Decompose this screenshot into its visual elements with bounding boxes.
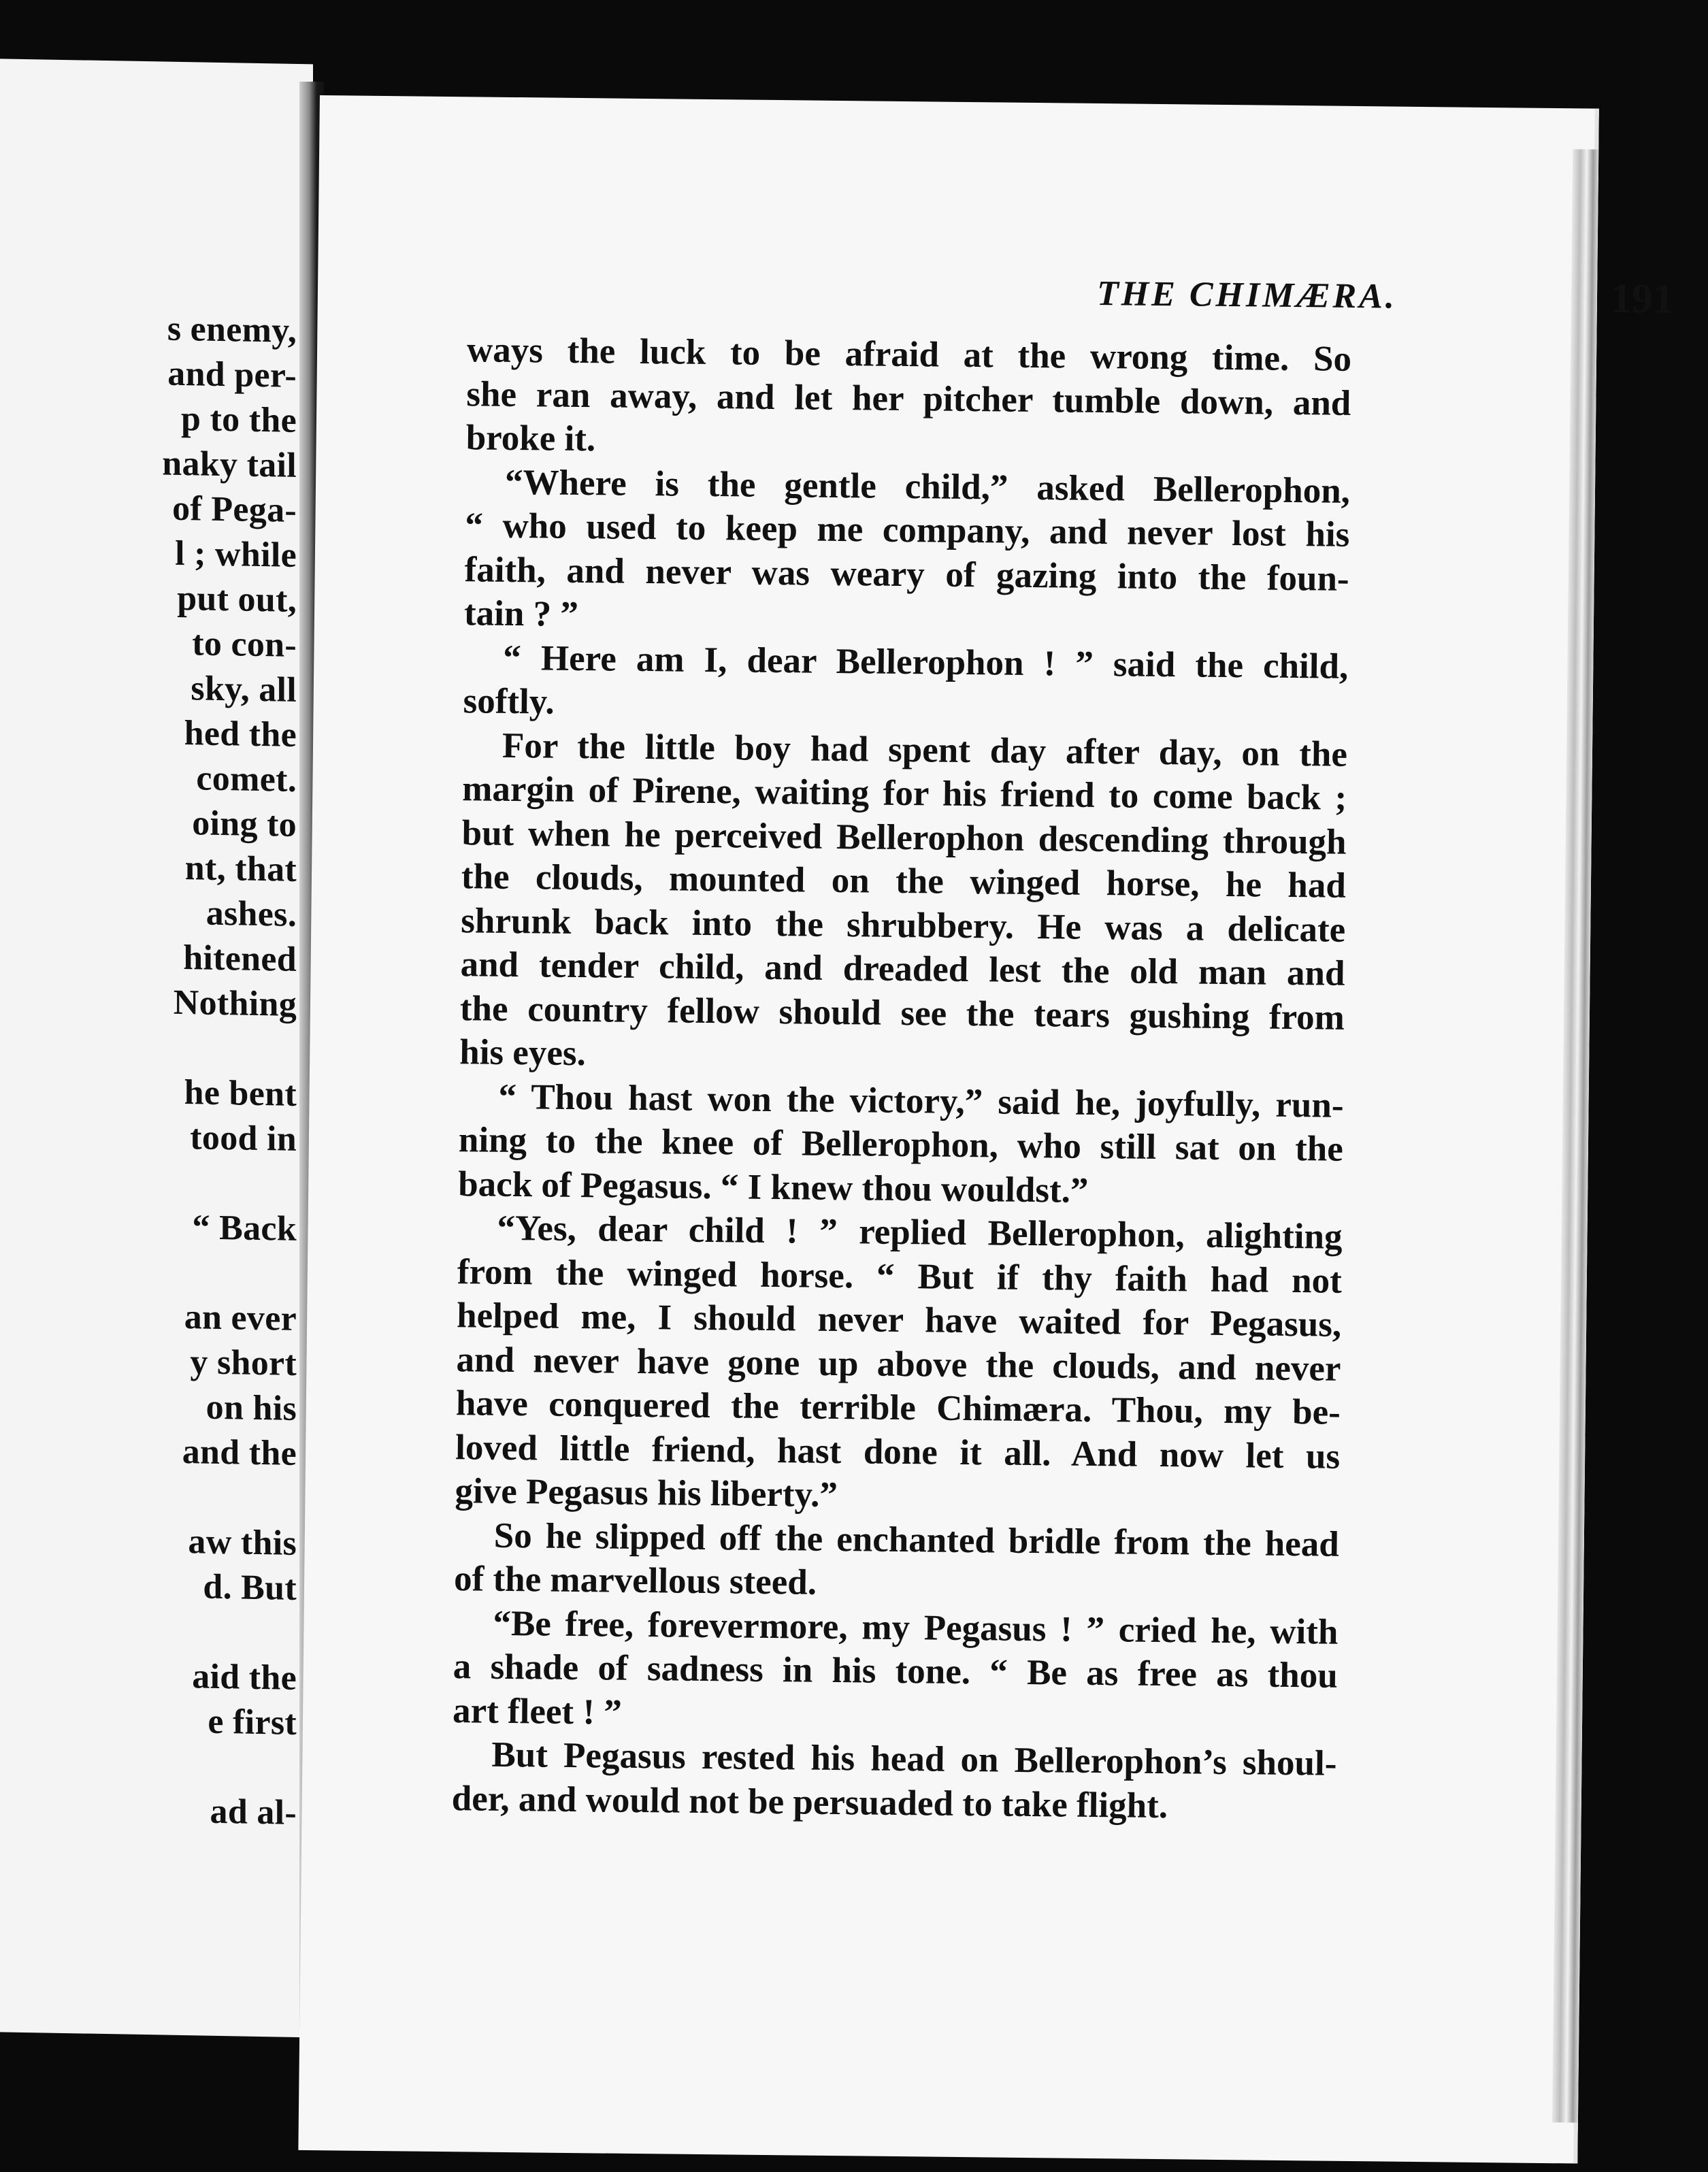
text-line: shrunk back into the shrubbery. He was a delicate xyxy=(461,900,1346,950)
text-line: “Be free, forevermore, my Pegasus ! ” cried he, with xyxy=(493,1603,1339,1652)
text-line: helped me, I should never have waited for Pegasus, xyxy=(456,1296,1342,1345)
paragraph xyxy=(454,1513,1339,1611)
text-line: “ who used to keep me company, and never lost his xyxy=(465,506,1350,555)
line-gap xyxy=(24,1607,297,1656)
left-page-line: aid the xyxy=(192,1657,297,1698)
page-header xyxy=(467,267,1707,334)
paragraph xyxy=(459,723,1347,1084)
page-edge xyxy=(1552,149,1598,2122)
text-line: of the marvellous steed. xyxy=(453,1559,817,1602)
text-line: faith, and never was weary of gazing into the foun- xyxy=(464,549,1349,599)
paragraph xyxy=(464,460,1351,645)
left-page-line: hitened xyxy=(183,938,297,979)
paragraph xyxy=(458,1074,1344,1215)
line-gap xyxy=(24,1741,297,1791)
left-page-line: to con- xyxy=(192,624,297,665)
left-page-line: sky, all xyxy=(191,669,297,710)
text-line: softly. xyxy=(463,681,555,722)
line-gap xyxy=(24,1157,297,1207)
left-page-line: aw this xyxy=(188,1522,297,1563)
text-line: But Pegasus rested his head on Bellerophon’s shoul- xyxy=(491,1734,1337,1783)
text-line: broke it. xyxy=(465,418,596,459)
left-page-line: hed the xyxy=(184,714,297,755)
text-line: from the winged horse. “ But if thy faith had not xyxy=(457,1251,1343,1301)
text-line: margin of Pirene, waiting for his friend to come back ; xyxy=(462,769,1347,818)
left-page-line: Nothing xyxy=(173,983,297,1024)
text-line: and never have gone up above the clouds, and never xyxy=(456,1339,1341,1389)
page-number: 191 xyxy=(1610,275,1675,323)
paragraph xyxy=(463,636,1348,733)
left-page-text xyxy=(24,304,297,1836)
left-page-line: he bent xyxy=(184,1073,297,1114)
text-line: For the little boy had spent day after day, on the xyxy=(502,725,1348,774)
left-facing-page xyxy=(0,59,313,2038)
left-page-line: comet. xyxy=(196,759,297,800)
left-page-line: s enemy, xyxy=(167,309,297,350)
left-page-line: y short xyxy=(190,1343,297,1383)
paragraph xyxy=(465,328,1351,469)
text-line: tain ? ” xyxy=(463,593,579,635)
text-line: “ Here am I, dear Bellerophon ! ” said the child, xyxy=(503,638,1349,687)
text-line: So he slipped off the enchanted bridle from the head xyxy=(493,1515,1340,1564)
text-line: der, and would not be persuaded to take flight. xyxy=(451,1778,1168,1826)
text-line: and tender child, and dreaded lest the old man and xyxy=(460,944,1345,993)
left-page-line: naky tail xyxy=(162,444,297,485)
left-page-line: and the xyxy=(182,1432,297,1473)
text-line: the clouds, mounted on the winged horse, he had xyxy=(461,857,1347,906)
left-page-line: an ever xyxy=(184,1298,297,1338)
left-page-line: of Pega- xyxy=(172,489,297,530)
line-gap xyxy=(24,1247,297,1297)
body-text xyxy=(451,328,1351,1829)
text-line: give Pegasus his liberty.” xyxy=(455,1471,838,1515)
text-line: his eyes. xyxy=(459,1032,587,1074)
text-line: she ran away, and let her pitcher tumble down, and xyxy=(466,374,1351,423)
text-line: “Yes, dear child ! ” replied Bellerophon, alighting xyxy=(497,1208,1343,1257)
text-line: a shade of sadness in his tone. “ Be as free as thou xyxy=(453,1647,1339,1696)
paragraph xyxy=(453,1601,1339,1742)
text-line: ning to the knee of Bellerophon, who still sat on the xyxy=(458,1120,1344,1169)
text-line: loved little friend, hast done it all. And now let us xyxy=(455,1427,1341,1477)
text-line: but when he perceived Bellerophon descending through xyxy=(461,812,1347,862)
text-line: have conquered the terrible Chimæra. Thou, my be- xyxy=(455,1383,1341,1432)
left-page-line: ashes. xyxy=(206,893,297,934)
right-page xyxy=(298,95,1675,2164)
text-line: art fleet ! ” xyxy=(452,1690,623,1732)
paragraph xyxy=(451,1732,1336,1830)
left-page-line: ad al- xyxy=(210,1792,297,1832)
text-line: “Where is the gentle child,” asked Bellerophon, xyxy=(504,462,1351,511)
left-page-line: and per- xyxy=(167,354,297,395)
text-line: the country fellow should see the tears gushing from xyxy=(459,988,1345,1038)
text-line: “ Thou hast won the victory,” said he, joyfully, run- xyxy=(498,1076,1344,1125)
left-page-line: e first xyxy=(208,1702,297,1743)
left-page-line: nt, that xyxy=(184,849,297,889)
left-page-line: “ Back xyxy=(192,1208,297,1249)
left-page-line: oing to xyxy=(192,804,297,844)
line-gap xyxy=(24,1472,297,1521)
left-page-line: put out, xyxy=(177,578,297,620)
left-page-line: d. But xyxy=(203,1567,297,1608)
line-gap xyxy=(24,1023,297,1072)
text-line: back of Pegasus. “ I knew thou wouldst.” xyxy=(457,1164,1089,1211)
paragraph xyxy=(455,1206,1343,1522)
text-line: ways the luck to be afraid at the wrong time. So xyxy=(466,330,1352,379)
left-page-line: l ; while xyxy=(175,533,297,575)
left-page-line: p to the xyxy=(181,399,297,440)
left-page-line: on his xyxy=(206,1387,297,1428)
left-page-line: tood in xyxy=(190,1118,297,1159)
running-head: THE CHIMÆRA. xyxy=(1096,274,1398,316)
